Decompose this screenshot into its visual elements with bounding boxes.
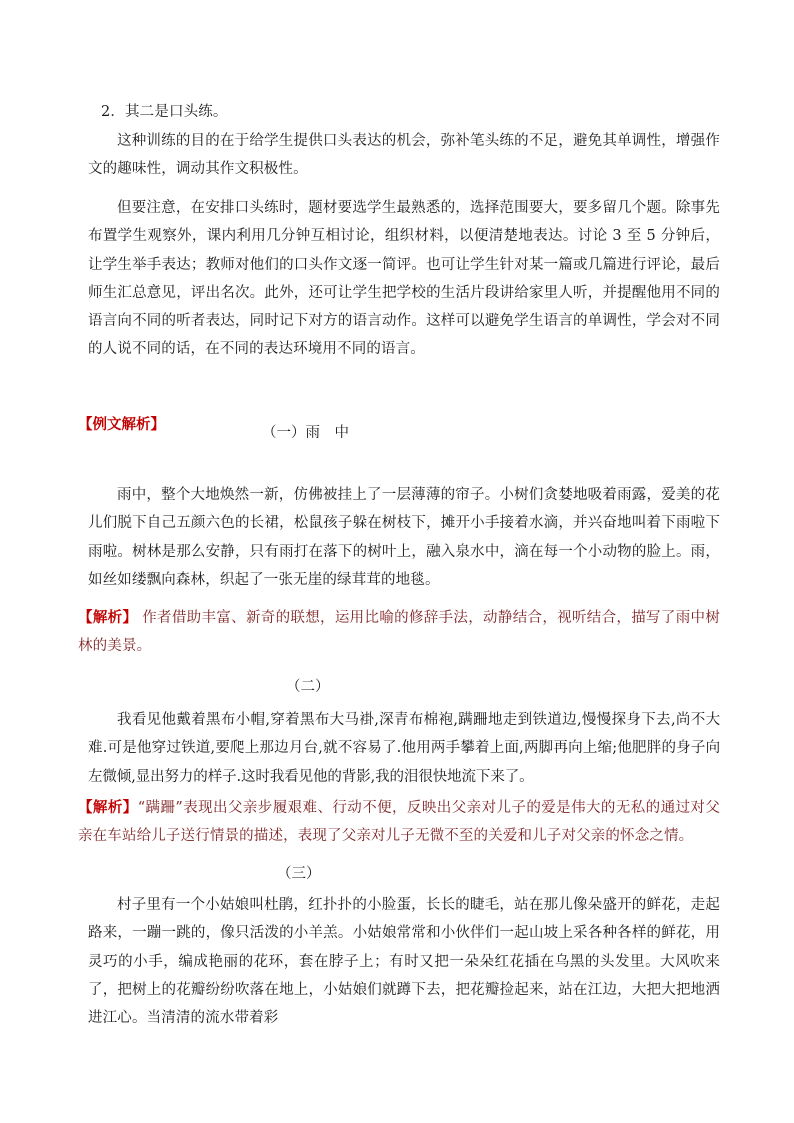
example-3-title: （三）	[277, 866, 321, 882]
example-2-title: （二）	[286, 679, 330, 695]
example-1-analysis	[78, 604, 720, 661]
analysis-tag: 【解析】	[78, 609, 138, 626]
part2-heading: 2．其二是口头练。	[101, 104, 228, 120]
example-1-title: （一）雨 中	[262, 425, 349, 441]
example-3-text: 村子里有一个小姑娘叫杜鹃，红扑扑的小脸蛋，长长的睫毛，站在那儿像朵盛开的鲜花，走起路来，一蹦一跳的，像只活泼的小羊羔。小姑娘常常和小伙伴们一起山坡上采各种各样的鲜花，用灵巧的小手，编成艳丽的花环，套在脖子上；有时又把一朵朵红花插在乌黑的头发里。大风吹来了，把树上的花瓣纷纷吹落在地上，小姑娘们就蹲下去，把花瓣捡起来，站在江边，大把大把地洒进江心。当清清的流水带着彩	[88, 897, 720, 1027]
analysis-text: “蹒跚”表现出父亲步履艰难、行动不便，反映出父亲对儿子的爱是伟大的无私的通过对父亲在车站给儿子送行情景的描述，表现了父亲对儿子无微不至的关爱和儿子对父亲的怀念之情。	[78, 800, 720, 845]
analysis-tag: 【解析】	[78, 799, 138, 816]
part2-paragraph-2: 但要注意，在安排口头练时，题材要选学生最熟悉的，选择范围要大，要多留几个题。除事先布置学生观察外，课内利用几分钟互相讨论，组织材料，以便清楚地表达。讨论 3 至 5 分钟后，让学生举手表达；教师对他们的口头作文逐一简评。也可让学生针对某一篇或几篇进行评论，最后师生汇总意见，评出名次。此外，还可让学生把学校的生活片段讲给家里人听，并提醒他用不同的语言向不同的听者表达，同时记下对方的语言动作。这样可以避免学生语言的单调性，学会对不同的人说不同的话，在不同的表达环境用不同的语言。	[88, 200, 720, 358]
example-1-text: 雨中，整个大地焕然一新，仿佛被挂上了一层薄薄的帘子。小树们贪婪地吸着雨露，爱美的花儿们脱下自己五颜六色的长裙，松鼠孩子躲在树枝下，摊开小手接着水滴，并兴奋地叫着下雨啦下雨啦。树林是那么安静，只有雨打在落下的树叶上，融入泉水中，滴在每一个小动物的脸上。雨，如丝如缕飘向森林，织起了一张无崖的绿茸茸的地毯。	[88, 487, 720, 588]
analysis-text: 作者借助丰富、新奇的联想，运用比喻的修辞手法，动静结合，视听结合，描写了雨中树林的美景。	[78, 610, 720, 655]
example-section-heading: 【例文解析】	[78, 416, 165, 433]
part2-paragraph-1: 这种训练的目的在于给学生提供口头表达的机会，弥补笔头练的不足，避免其单调性，增强作文的趣味性，调动其作文积极性。	[88, 133, 720, 178]
example-2-analysis	[78, 794, 720, 851]
example-2-text: 我看见他戴着黑布小帽,穿着黑布大马褂,深青布棉袍,蹒跚地走到铁道边,慢慢探身下去,尚不大难.可是他穿过铁道,要爬上那边月台,就不容易了.他用两手攀着上面,两脚再向上缩;他肥胖的身子向左微倾,显出努力的样子.这时我看见他的背影,我的泪很快地流下来了。	[88, 712, 720, 785]
